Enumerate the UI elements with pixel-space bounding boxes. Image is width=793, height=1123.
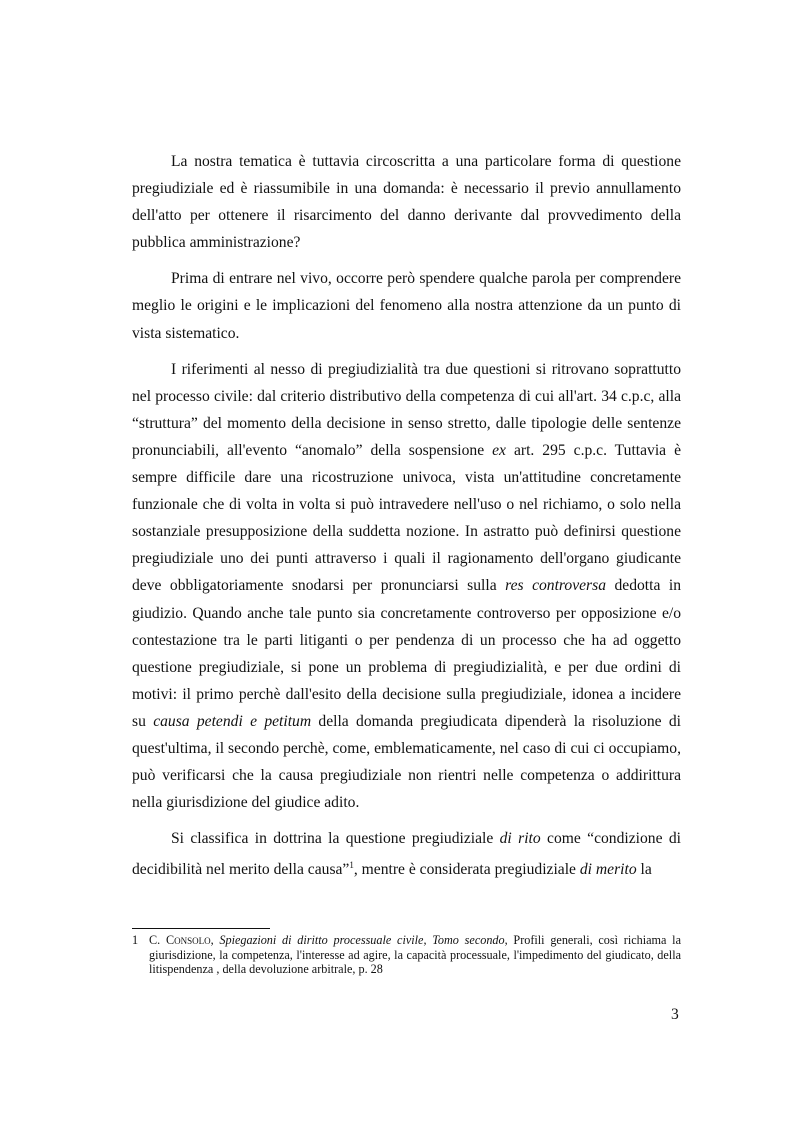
paragraph-3-text-d: della domanda pregiudicata dipenderà la risoluzione di quest'ultima, il secondo perchè, come, emblematicamente, nel caso di cui ci occupiamo, può verificarsi che la causa pregiudiziale non rientri nelle competenza o addirittura nella giurisdizione del giudice adito. [132, 712, 681, 812]
footnote-ref[interactable]: 1 [349, 860, 354, 871]
term-causa-petendi: causa petendi e petitum [153, 712, 312, 730]
paragraph-4-text-c: , mentre è considerata pregiudiziale [353, 861, 580, 879]
paragraph-3-text-a: I riferimenti al nesso di pregiudizialità tra due questioni si ritrovano soprattutto nel processo civile: dal criterio distributivo della competenza di cui all'art. 34 c.p.c, alla “struttura” del momento della decisione in senso stretto, dalle tipologie delle sentenze pronunciabili, all'evento “anomalo” della sospensione [132, 360, 681, 459]
paragraph-1 [132, 148, 681, 256]
paragraph-4 [132, 825, 681, 883]
paragraph-4-text-d: la [636, 861, 652, 879]
term-ex: ex [492, 441, 506, 459]
paragraph-1-text: La nostra tematica è tuttavia circoscritta a una particolare forma di questione pregiudiziale ed è riassumibile in una domanda: è necessario il previo annullamento dell'atto per ottenere il risarcimento del danno derivante dal provvedimento della pubblica amministrazione? [132, 153, 681, 252]
footnote-sep: , [210, 933, 220, 947]
footnote-separator [132, 928, 270, 929]
paragraph-4-text-a: Si classifica in dottrina la questione pregiudiziale [171, 830, 500, 848]
paragraph-3 [132, 356, 681, 817]
body-text [132, 148, 681, 893]
footnote-number: 1 [132, 933, 139, 947]
paragraph-4-text-b: come “condizione di decidibilità nel merito della causa” [132, 830, 681, 879]
paragraph-2-text: Prima di entrare nel vivo, occorre però spendere qualche parola per comprendere meglio le origini e le implicazioni del fenomeno alla nostra attenzione da un punto di vista sistematico. [132, 270, 681, 342]
term-res-controversa: res controversa [505, 577, 606, 595]
term-di-merito: di merito [579, 861, 637, 879]
paragraph-3-text-c: dedotta in giudizio. Quando anche tale punto sia concretamente controverso per opposizione e/o contestazione tra le parti litiganti o per pendenza di un processo che ha ad oggetto questione pregiudiziale, si pone un problema di pregiudizialità, e per due ordini di motivi: il primo perchè dall'esito della decisione sulla pregiudiziale, idonea a incidere su [132, 577, 682, 730]
footnote-author-surname: Consolo [165, 933, 211, 947]
footnote [132, 933, 681, 977]
paragraph-2 [132, 265, 681, 346]
term-di-rito: di rito [499, 830, 541, 848]
footnote-text [149, 933, 681, 977]
paragraph-3-text-b: art. 295 c.p.c. Tuttavia è sempre difficile dare una ricostruzione univoca, vista un'attitudine concretamente funzionale che di volta in volta si può intravedere nell'uso o nel richiamo, o solo nella sostanziale presupposizione della suddetta nozione. In astratto può definirsi questione pregiudiziale uno dei punti attraverso i quali il ragionamento dell'organo giudicante deve obbligatoriamente snodarsi per pronunciarsi sulla [132, 441, 681, 595]
footnote-title: Spiegazioni di diritto processuale civile, Tomo secondo [219, 933, 505, 947]
footnote-rest: , Profili generali, così richiama la giurisdizione, la competenza, l'interesse ad agire, la capacità processuale, l'impedimento del giudicato, della litispendenza , della devoluzione arbitrale, p. 28 [149, 933, 681, 977]
footnote-author-initial: C. [149, 933, 166, 947]
page-number: 3 [671, 1006, 679, 1023]
